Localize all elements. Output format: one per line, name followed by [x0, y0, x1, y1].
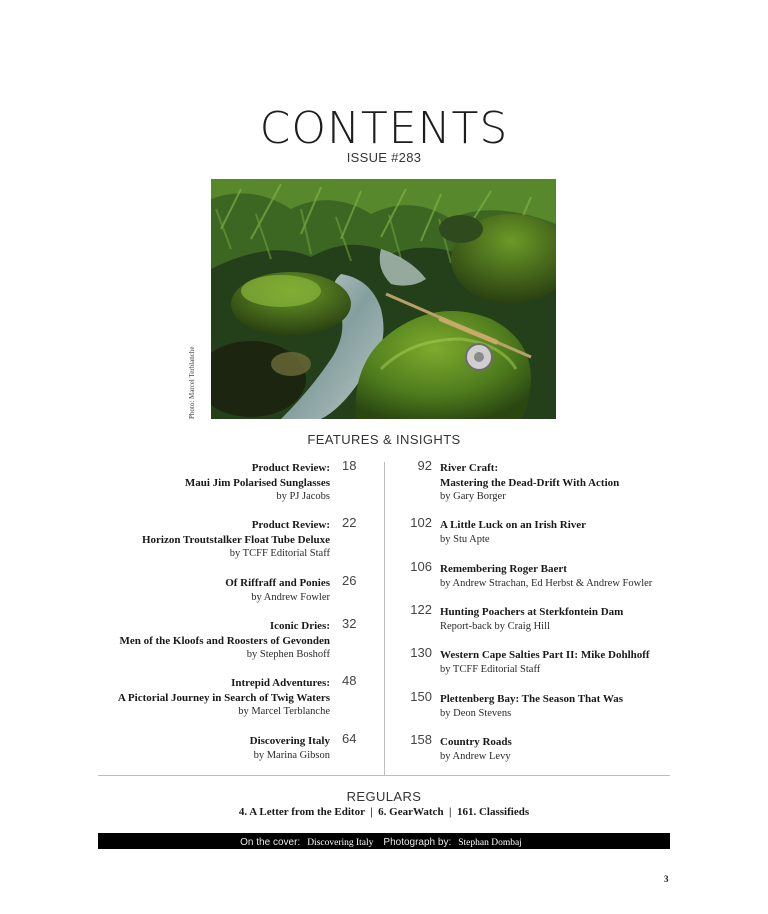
page-number-ref: 32	[342, 616, 357, 631]
entry-byline: by Gary Borger	[440, 491, 506, 502]
entry-title: Product Review:	[251, 462, 330, 474]
toc-entry[interactable]	[40, 458, 370, 505]
toc-entry[interactable]	[40, 616, 370, 663]
entry-title: Intrepid Adventures:	[231, 677, 330, 689]
cover-credit-bar	[98, 833, 670, 849]
entry-byline: by Andrew Strachan, Ed Herbst & Andrew Fowler	[440, 577, 653, 589]
page-number-ref: 122	[410, 602, 432, 617]
features-heading: FEATURES & INSIGHTS	[307, 432, 461, 447]
toc-entry[interactable]	[40, 515, 370, 562]
entry-title: Discovering Italy	[249, 735, 330, 747]
entry-byline: by Stephen Boshoff	[246, 649, 330, 660]
entry-byline: by Andrew Fowler	[251, 591, 330, 603]
page-title: CONTENTS	[259, 103, 509, 154]
entry-title: Hunting Poachers at Sterkfontein Dam	[440, 606, 624, 618]
page-number-ref: 106	[410, 559, 432, 574]
page-number-ref: 92	[417, 458, 432, 473]
page-number: 3	[664, 874, 669, 884]
entry-title: Remembering Roger Baert	[440, 563, 567, 575]
entry-title: A Pictorial Journey in Search of Twig Waters	[117, 691, 330, 704]
section-divider	[98, 775, 670, 776]
page-number-ref: 26	[342, 573, 357, 588]
entry-title: Horizon Troutstalker Float Tube Deluxe	[141, 533, 330, 546]
entry-byline: by Marina Gibson	[253, 749, 330, 761]
entry-title: Country Roads	[440, 736, 512, 748]
issue-number: ISSUE #283	[346, 150, 422, 165]
entry-title: River Craft:	[440, 462, 499, 474]
entry-title: Men of the Kloofs and Roosters of Gevonden	[119, 634, 330, 647]
photograph-label: Photograph by:	[383, 837, 452, 848]
cover-story: Discovering Italy	[307, 838, 374, 848]
page-number-ref: 158	[410, 732, 432, 747]
entry-title: Iconic Dries:	[269, 620, 330, 632]
entry-byline: by Stu Apte	[440, 533, 490, 545]
entry-byline: by TCFF Editorial Staff	[440, 663, 541, 675]
page-number-ref: 18	[342, 458, 357, 473]
entry-title: Mastering the Dead-Drift With Action	[440, 476, 620, 489]
toc-entry[interactable]	[40, 673, 370, 720]
entry-byline: by Marcel Terblanche	[238, 706, 330, 717]
regulars-list[interactable]: 4. A Letter from the Editor | 6. GearWatch | 161. Classifieds	[238, 806, 530, 818]
toc-entry[interactable]	[40, 573, 370, 605]
page-number-ref: 150	[410, 689, 432, 704]
cover-photo	[211, 179, 556, 419]
page-number-ref: 48	[342, 673, 357, 688]
page-number-ref: 130	[410, 645, 432, 660]
photo-credit: Photo: Marcel Terblanche	[188, 346, 196, 419]
page-number-ref: 64	[342, 731, 357, 746]
entry-byline: by PJ Jacobs	[276, 491, 330, 502]
entry-title: Western Cape Salties Part II: Mike Dohlhoff	[440, 649, 650, 661]
entry-title: Product Review:	[251, 519, 330, 531]
toc-entry[interactable]	[40, 731, 370, 763]
entry-byline: Report-back by Craig Hill	[440, 620, 550, 632]
regulars-heading: REGULARS	[346, 789, 422, 804]
entry-title: Maui Jim Polarised Sunglasses	[184, 476, 330, 489]
entry-title: Plettenberg Bay: The Season That Was	[440, 693, 624, 705]
photographer-name: Stephan Dombaj	[458, 838, 522, 848]
column-divider	[384, 462, 385, 775]
entry-title: A Little Luck on an Irish River	[440, 519, 587, 531]
page-number-ref: 102	[410, 515, 432, 530]
entry-byline: by TCFF Editorial Staff	[229, 548, 330, 559]
entry-title: Of Riffraff and Ponies	[225, 577, 330, 589]
page-number-ref: 22	[342, 515, 357, 530]
entry-byline: by Andrew Levy	[440, 750, 511, 762]
cover-label: On the cover:	[240, 837, 301, 848]
entry-byline: by Deon Stevens	[440, 707, 512, 719]
